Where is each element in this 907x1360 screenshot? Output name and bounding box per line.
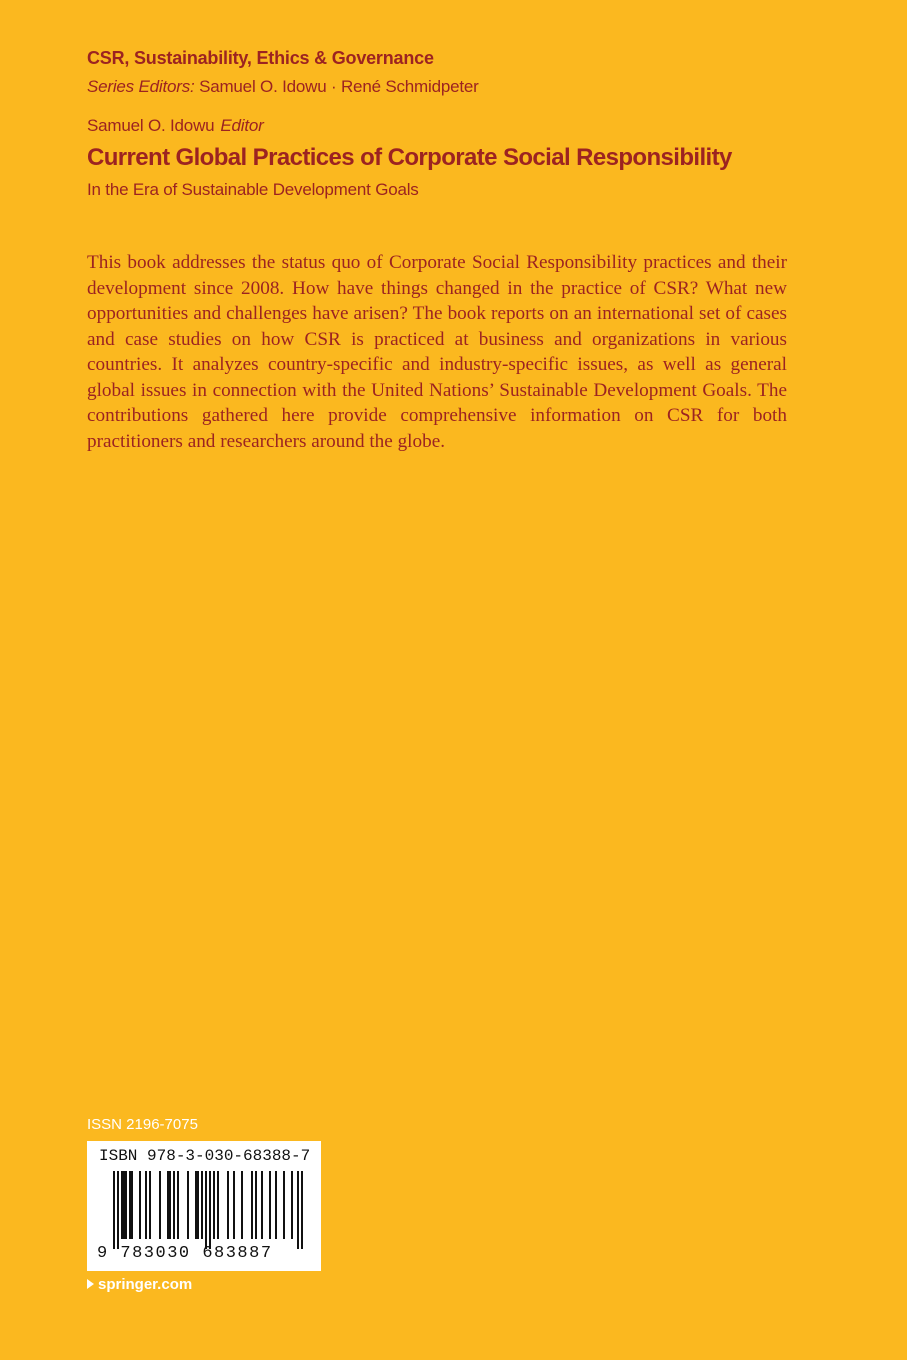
issn: ISSN 2196-7075 <box>87 1116 198 1133</box>
barcode-bar <box>297 1171 299 1249</box>
barcode-bar <box>209 1171 211 1249</box>
barcode-bar <box>131 1171 133 1239</box>
barcode-bar <box>113 1171 115 1249</box>
barcode-bar <box>177 1171 179 1239</box>
barcode-bar <box>123 1171 125 1239</box>
barcode-bar <box>283 1171 285 1239</box>
book-description: This book addresses the status quo of Corporate Social Responsibility practices and their development since 2008. How have things changed in the practice of CSR? What new opportunities and challenges have arisen? The book reports on an international set of cases and case studies on how CSR is practiced at business and organizations in various countries. It analyzes country-specific and industry-specific issues, as well as general global issues in connection with the United Nations’ Sustainable Development Goals. The contributions gathered here provide comprehensive information on CSR for both practitioners and researchers around the globe. <box>87 252 787 452</box>
barcode-bar <box>241 1171 243 1239</box>
barcode-bar <box>187 1171 189 1239</box>
barcode-bar <box>233 1171 235 1239</box>
series-editors <box>87 77 479 97</box>
book-subtitle: In the Era of Sustainable Development Goals <box>87 180 419 199</box>
barcode-bar <box>145 1171 147 1239</box>
barcode-bar <box>205 1171 207 1249</box>
barcode-bar <box>261 1171 263 1239</box>
barcode-bar <box>291 1171 293 1239</box>
editor-name: Samuel O. Idowu <box>87 116 215 135</box>
series-title: CSR, Sustainability, Ethics & Governance <box>87 48 434 68</box>
publisher-link[interactable] <box>87 1276 192 1293</box>
editor-role: Editor <box>220 116 264 135</box>
barcode-bar <box>173 1171 175 1239</box>
barcode-bar <box>217 1171 219 1239</box>
series-editors-names: Samuel O. Idowu · René Schmidpeter <box>199 77 479 96</box>
barcode-bar <box>159 1171 161 1239</box>
barcode-bar <box>269 1171 271 1239</box>
barcode-bar <box>197 1171 199 1239</box>
barcode-bar <box>117 1171 119 1249</box>
barcode-bar <box>195 1171 197 1239</box>
book-title: Current Global Practices of Corporate Social Responsibility <box>87 144 732 171</box>
barcode-bar <box>125 1171 127 1239</box>
barcode-bar <box>255 1171 257 1239</box>
barcode-bar <box>275 1171 277 1239</box>
barcode-bar <box>251 1171 253 1239</box>
barcode-bar <box>121 1171 123 1239</box>
barcode-bar <box>201 1171 203 1239</box>
publisher-website: springer.com <box>98 1276 193 1293</box>
barcode-bar <box>149 1171 151 1239</box>
barcode-bar <box>139 1171 141 1239</box>
series-editors-label: Series Editors: <box>87 77 195 96</box>
barcode-bar <box>227 1171 229 1239</box>
barcode-bar <box>213 1171 215 1239</box>
barcode-bar <box>129 1171 131 1239</box>
barcode-digits: 9 783030 683887 <box>97 1244 273 1263</box>
book-editor <box>87 116 264 136</box>
barcode-bar <box>301 1171 303 1249</box>
barcode-bar <box>169 1171 171 1239</box>
arrow-right-icon <box>87 1279 94 1289</box>
isbn-barcode <box>87 1141 321 1271</box>
barcode-bar <box>167 1171 169 1239</box>
isbn-label: ISBN 978-3-030-68388-7 <box>99 1147 311 1165</box>
